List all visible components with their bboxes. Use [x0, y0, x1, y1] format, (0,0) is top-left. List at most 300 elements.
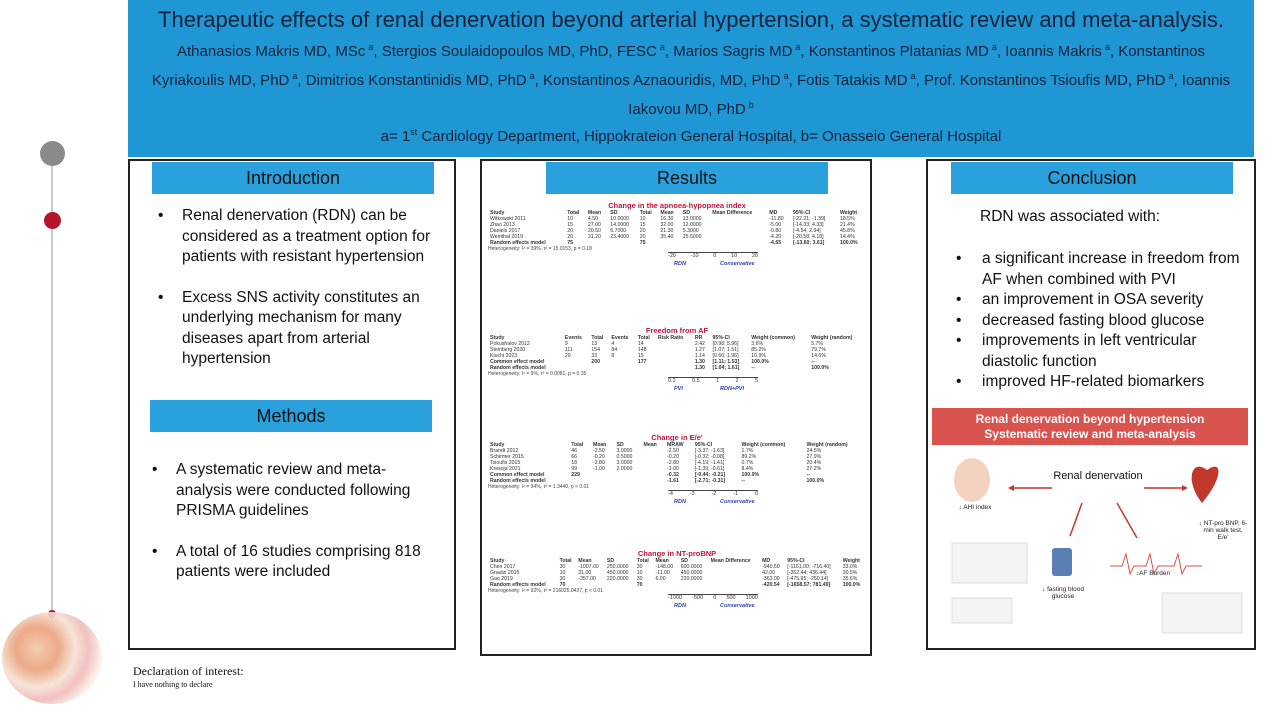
forest-plot-cell: [1.07; 1.51]: [712, 347, 739, 353]
forest-plot-cell: 200: [591, 359, 600, 365]
forest-plot-column-header: SD: [682, 210, 690, 216]
forest-plot-column-header: Events: [611, 335, 629, 341]
author-affiliation-sup: a: [991, 42, 997, 52]
forest-plot-cell: 13: [591, 341, 598, 347]
favours-left-label: RDN: [674, 603, 686, 609]
forest-plot-column-header: Risk Ratio: [657, 335, 684, 341]
forest-plot-cell: 75: [639, 240, 646, 246]
forest-plot-cell: 35.40: [660, 234, 674, 240]
forest-plot-axis-tick: 1000: [745, 595, 758, 601]
forest-plot-cell: 24.5%: [806, 448, 822, 454]
forest-plot-axis-tick: 500: [726, 595, 736, 601]
forest-plot-cell: 30: [636, 564, 643, 570]
methods-bullet-2: • A total of 16 studies comprising 818 patients were included: [146, 542, 436, 583]
arrow-head-heart: [1182, 485, 1188, 491]
forest-plot-table: [488, 558, 866, 588]
forest-plot-cell: 27.2%: [806, 466, 822, 472]
forest-plot-axis-tick: -500: [692, 595, 704, 601]
forest-plot-cell: 220.0000: [606, 576, 629, 582]
author-affiliation-sup: a: [910, 71, 916, 81]
conclusion-bullet-2: • an improvement in OSA severity: [952, 290, 1242, 311]
forest-plot-column-header: MD: [769, 210, 778, 216]
forest-plot-cell: Steinberg 2020: [490, 347, 526, 353]
forest-plot-cell: Chen 2017: [490, 564, 516, 570]
forest-plot-cell: Random effects model: [490, 365, 546, 371]
forest-plot-cell: Gnadzi 2015: [490, 570, 520, 576]
forest-plot-axis: [488, 490, 866, 508]
favours-left-label: PVI: [674, 386, 683, 392]
author-name: Konstantinos Kyriakoulis MD, PhD: [151, 43, 1206, 89]
forest-plot-axis: [488, 252, 866, 270]
forest-plot-cell: 100.0%: [842, 582, 861, 588]
forest-plot-cell: 15: [637, 353, 644, 359]
introduction-methods-panel: [128, 159, 456, 650]
forest-plot-cell: -2.80: [667, 460, 679, 466]
results-panel: [480, 159, 872, 656]
decorative-grey-dot: [40, 141, 65, 166]
forest-plot-cell: 20: [639, 234, 646, 240]
forest-plot: [488, 201, 866, 270]
conclusion-bullets: [952, 249, 1242, 393]
forest-plot-cell: 2.42: [694, 341, 705, 347]
forest-plot-cell: 16.30: [660, 216, 674, 222]
forest-plot-cell: Random effects model: [490, 582, 546, 588]
forest-plot-column-header: Mean: [643, 442, 657, 448]
forest-plot-cell: 100.0%: [806, 478, 825, 484]
forest-plot-cell: -363.00: [762, 576, 780, 582]
forest-plot-cell: [1.04; 1.61]: [712, 365, 740, 371]
author-affiliation-sup: a: [783, 71, 789, 81]
favours-right-label: RDN+PVI: [720, 386, 744, 392]
forest-plot-cell: Zhao 2013: [490, 222, 515, 228]
forest-plot-column-header: Study: [490, 335, 505, 341]
forest-plot-column-header: SD: [616, 442, 624, 448]
favours-right-label: Conservative: [720, 603, 755, 609]
arrow-to-glucose: [1070, 503, 1082, 536]
forest-plot-cell: [-0.32; -0.08]: [694, 454, 725, 460]
forest-plot-cell: 21.4%: [839, 222, 855, 228]
forest-plot-column-header: Mean: [587, 210, 602, 216]
forest-plot-cell: 84: [611, 347, 618, 353]
forest-plot-cell: Kiuchi 2023: [490, 353, 518, 359]
forest-plot-cell: 1.27: [694, 347, 705, 353]
forest-plot-cell: 30: [636, 576, 643, 582]
affiliation-text: Cardiology Department, Hippokrateion General Hospital, b= Onasseio General Hospital: [417, 128, 1002, 145]
forest-plot-axis-tick: -20: [668, 253, 676, 259]
forest-plot-cell: -2.80: [593, 460, 605, 466]
forest-plot-cell: -0.80: [769, 228, 782, 234]
author-name: Konstantinos Aznaouridis, MD, PhD: [543, 72, 781, 89]
forest-plot-cell: [-4.19; -1.41]: [694, 460, 725, 466]
intro-bullet-2: • Excess SNS activity constitutes an underlying mechanism for many diseases apart from arterial hypertension: [152, 288, 442, 370]
forest-plot-cell: -148.00: [655, 564, 674, 570]
forest-plot-column-header: Weight (random): [811, 335, 853, 341]
forest-plot-cell: [-2.71; -0.31]: [694, 478, 726, 484]
results-heading: Results: [546, 162, 828, 194]
forest-plot-cell: -1.00: [667, 466, 679, 472]
forest-plot-cell: 70: [636, 582, 643, 588]
forest-plot-cell: 100.0%: [741, 472, 760, 478]
mini-forest-plot-3: [952, 598, 1012, 623]
forest-plot-cell: 4: [611, 341, 615, 347]
forest-plot-cell: 18.5%: [839, 216, 855, 222]
forest-plot-cell: Tsioufis 2015: [490, 460, 521, 466]
forest-plot-column-header: Total: [636, 558, 649, 564]
forest-plot-cell: Random effects model: [490, 478, 546, 484]
decorative-red-dot: [44, 212, 61, 229]
forest-plot-cell: [-1658.57; 781.49]: [787, 582, 831, 588]
forest-plot-cell: 18: [571, 460, 577, 466]
forest-plot-column-header: Weight (common): [741, 442, 786, 448]
favours-left-label: RDN: [674, 261, 686, 267]
forest-plot-cell: 21.30: [660, 228, 674, 234]
forest-plot-cell: --: [741, 478, 745, 484]
forest-plot-table: [488, 442, 866, 484]
author-name: Dimitrios Konstantinidis MD, PhD: [305, 72, 527, 89]
forest-plot-axis-tick: 0: [713, 595, 717, 601]
forest-plot-axis-tick: 20: [751, 253, 758, 259]
affiliation-sup: st: [410, 127, 418, 137]
forest-plot-cell: [-22.21; -1.39]: [792, 216, 826, 222]
forest-plot-heterogeneity: Heterogeneity: I² = 39%, τ² = 15.0153, p = 0.18: [488, 246, 592, 252]
forest-plot-cell: Kresoja 2021: [490, 466, 521, 472]
forest-plot-axis-tick: -3: [689, 491, 695, 497]
forest-plot-cell: 8: [611, 353, 615, 359]
author-affiliation-sup: a: [529, 71, 535, 81]
forest-plot-column-header: Events: [564, 335, 582, 341]
forest-plot-column-header: 95%-CI: [792, 210, 811, 216]
forest-plot-cell: 33.0%: [842, 564, 858, 570]
forest-plot-column-header: Total: [571, 442, 584, 448]
forest-plot-cell: 100.0%: [811, 365, 829, 371]
forest-plot-cell: Common effect model: [490, 472, 545, 478]
forest-plot-table: [488, 210, 866, 246]
forest-plot-column-header: Mean Difference: [710, 558, 751, 564]
forest-plot-cell: -2.50: [667, 448, 679, 454]
forest-plot-column-header: MRAW: [667, 442, 684, 448]
forest-plot-cell: [0.98; 5.96]: [712, 341, 739, 347]
forest-plot-cell: 5.3000: [682, 228, 699, 234]
forest-plot-cell: 23.4000: [610, 234, 630, 240]
forest-plot-cell: 600.0000: [680, 564, 703, 570]
author-name: Konstantinos Platanias MD: [808, 43, 989, 60]
forest-plot-cell: 450.0000: [606, 570, 629, 576]
forest-plot-cell: 10.0000: [610, 216, 630, 222]
forest-plot-cell: 4.50: [587, 216, 599, 222]
methods-bullets: [146, 460, 436, 583]
author-name: Ioannis Iakovou MD, PhD: [628, 72, 1231, 118]
author-name: Prof. Konstantinos Tsioufis MD, PhD: [923, 72, 1166, 89]
forest-plot-cell: Common effect model: [490, 359, 545, 365]
forest-plot-column-header: Weight (common): [751, 335, 795, 341]
forest-plot-cell: 30.5%: [842, 570, 858, 576]
forest-plot-axis-tick: 1: [716, 378, 720, 384]
arrow-to-af: [1117, 503, 1137, 538]
forest-plot-cell: 15: [639, 222, 646, 228]
forest-plot-cell: 12.0000: [682, 222, 702, 228]
forest-plot-column-header: Total: [559, 558, 572, 564]
forest-plot-cell: [-352.44; 436.44]: [787, 570, 827, 576]
forest-plot: [488, 549, 866, 612]
forest-plot-column-header: Mean Difference: [712, 210, 753, 216]
forest-plot-axis-tick: 0: [713, 253, 717, 259]
forest-plot-cell: Weinthal 2019: [490, 234, 524, 240]
author-list: Athanasios Makris MD, MSc $^a$, Stergios Soulaidopoulos MD, PhD, FESC $^a$, Marios Sagris MD $^a$, Konstantinos Platanias MD $^a$, Ioannis Makris $^a$, Konstantinos Kyriakoulis MD, PhD $^a$, Dimitrios Konstantinidis MD, PhD $^a$, Konstantinos Aznaouridis, MD, PhD $^a$, Fotis Tatakis MD $^a$, Prof. Konstantinos Tsioufis MD, PhD $^a$, Ioannis Iakovou MD, PhD $^b$: [151, 42, 1231, 118]
forest-plot-heterogeneity: Heterogeneity: I² = 92%, τ² = 216025.0437, p < 0.01: [488, 588, 603, 594]
favours-right-label: Conservative: [720, 261, 755, 267]
forest-plot-column-header: 95%-CI: [694, 442, 713, 448]
forest-plot-cell: Brandt 2012: [490, 448, 519, 454]
forest-plot-cell: 1.14: [694, 353, 705, 359]
author-affiliation-sup: a: [1104, 42, 1110, 52]
methods-heading: Methods: [150, 400, 432, 432]
forest-plot-cell: 6.00: [655, 576, 666, 582]
author-affiliation-sup: a: [292, 71, 298, 81]
declaration-text: I have nothing to declare: [133, 680, 213, 689]
forest-plot-cell: 14.6%: [811, 353, 826, 359]
forest-plot-cell: [-13.60; 3.61]: [792, 240, 825, 246]
forest-plot-axis-tick: 0.2: [668, 378, 676, 384]
forest-plot-cell: 27.00: [587, 222, 601, 228]
forest-plot-column-header: Mean: [655, 558, 669, 564]
forest-plot-column-header: SD: [680, 558, 688, 564]
forest-plot-column-header: 95%-CI: [787, 558, 805, 564]
forest-plot-axis-tick: 5: [754, 378, 758, 384]
forest-plot-cell: 220.0000: [680, 576, 703, 582]
graphical-abstract: [932, 408, 1248, 640]
forest-plot-cell: 8.4%: [741, 466, 754, 472]
forest-plot-cell: 450.0000: [680, 570, 703, 576]
forest-plot-cell: -0.20: [667, 454, 679, 460]
forest-plot: [488, 433, 866, 508]
author-name: Fotis Tatakis MD: [796, 72, 908, 89]
forest-plot-axis: [488, 594, 866, 612]
author-affiliation-sup: a: [368, 42, 374, 52]
author-name: Ioannis Makris: [1005, 43, 1102, 60]
forest-plot-cell: 31.00: [578, 570, 592, 576]
poster-header: [128, 0, 1254, 157]
favours-right-label: Conservative: [720, 499, 755, 505]
forest-plot-cell: [-1161.00; -716.40]: [787, 564, 831, 570]
arrow-head-ahi: [1008, 485, 1014, 491]
forest-plot-cell: 79.7%: [811, 347, 826, 353]
forest-plot-cell: 2.0000: [616, 466, 633, 472]
forest-plot-cell: 14: [637, 341, 644, 347]
forest-plot-cell: 85.2%: [751, 347, 766, 353]
forest-plot-cell: 25.5000: [682, 234, 702, 240]
forest-plot-cell: 14.4%: [839, 234, 855, 240]
forest-plot-cell: 70: [559, 582, 566, 588]
ahi-label: ↓ AHI index: [958, 504, 992, 511]
forest-plot: [488, 326, 866, 395]
af-burden-label: ↓AF Burden: [1135, 570, 1171, 577]
forest-plot-title: Change in the apnoea-hypopnea index: [608, 201, 746, 210]
forest-plot-cell: Random effects model: [490, 240, 546, 246]
poster-title: Therapeutic effects of renal denervation beyond arterial hypertension, a systematic review and meta-analysis.: [158, 7, 1224, 32]
forest-plot-cell: [-0.44; -0.21]: [694, 472, 726, 478]
author-name: Stergios Soulaidopoulos MD, PhD, FESC: [381, 43, 657, 60]
affiliation-line: [128, 122, 1254, 147]
forest-plot-title: Change in E/e': [651, 433, 703, 442]
author-affiliation-sup: a: [659, 42, 665, 52]
forest-plot-cell: 10: [559, 570, 566, 576]
forest-plot-cell: 100.0%: [751, 359, 769, 365]
forest-plot-cell: 75: [567, 240, 573, 246]
forest-plot-cell: Schirmer 2015: [490, 454, 524, 460]
glucose-label: ↓ fasting blood glucose: [1042, 586, 1084, 600]
forest-plot-cell: [-1.39; -0.61]: [694, 466, 725, 472]
forest-plot-cell: 20: [639, 228, 646, 234]
forest-plot-cell: 27.9%: [806, 454, 822, 460]
forest-plot-column-header: Weight (random): [806, 442, 848, 448]
forest-plot-cell: 20: [567, 228, 573, 234]
forest-plot-cell: 10: [636, 570, 643, 576]
conclusion-bullet-5: • improved HF-related biomarkers: [952, 372, 1242, 393]
forest-plot-column-header: Mean: [660, 210, 674, 216]
forest-plot-cell: -357.00: [578, 576, 596, 582]
forest-plot-title: Change in NT-proBNP: [637, 549, 717, 558]
introduction-bullets: [152, 206, 442, 370]
ntprobnp-label: ↓ NT-pro BNP, 6-min walk test, E/e': [1198, 520, 1248, 541]
forest-plot-axis-tick: 10: [731, 253, 738, 259]
forest-plot-heterogeneity: Heterogeneity: I² = 9%, τ² = 0.0081, p = 0.35: [488, 371, 587, 377]
forest-plot-axis-tick: -2: [711, 491, 717, 497]
forest-plot-column-header: RR: [694, 335, 703, 341]
forest-plot-axis-tick: 0.5: [692, 378, 700, 384]
forest-plot-cell: Pokushalov 2012: [490, 341, 530, 347]
conclusion-bullet-4: • improvements in left ventricular diastolic function: [952, 331, 1242, 372]
forest-plot-column-header: Study: [490, 558, 505, 564]
forest-plot-column-header: Total: [639, 210, 652, 216]
forest-plot-title: Freedom from AF: [645, 326, 709, 335]
forest-plot-cell: -4.65: [769, 240, 782, 246]
forest-plot-cell: -420.54: [762, 582, 780, 588]
forest-plot-cell: --: [751, 365, 755, 371]
forest-plot-column-header: Study: [490, 210, 505, 216]
forest-plot-cell: [-20.58; 4.18]: [792, 234, 824, 240]
forest-plot-cell: 1.30: [694, 359, 705, 365]
head-illustration: [954, 458, 990, 502]
forest-plot-column-header: 95%-CI: [712, 335, 730, 341]
forest-plot-cell: Daniels 2017: [490, 228, 521, 234]
forest-plot-cell: 20: [567, 234, 573, 240]
forest-plot-cell: -0.32: [667, 472, 679, 478]
forest-plot-column-header: MD: [762, 558, 771, 564]
forest-plot-cell: [-4.54; 2.94]: [792, 228, 821, 234]
forest-plot-axis: [488, 377, 866, 395]
forest-plot-cell: -940.50: [762, 564, 780, 570]
intro-bullet-1: • Renal denervation (RDN) can be considered as a treatment option for patients with resistant hypertension: [152, 206, 442, 268]
conclusion-bullet-1: • a significant increase in freedom from AF when combined with PVI: [952, 249, 1242, 290]
forest-plot-cell: 13.0000: [682, 216, 702, 222]
affiliation-prefix: a= 1: [380, 128, 411, 145]
forest-plot-cell: 100.0%: [839, 240, 858, 246]
forest-plot-cell: 10.9%: [751, 353, 766, 359]
forest-plot-cell: 89.2%: [741, 454, 757, 460]
forest-plot-cell: 9: [564, 341, 568, 347]
forest-plot-cell: 3.6%: [751, 341, 764, 347]
forest-plot-cell: [0.66; 1.96]: [712, 353, 739, 359]
forest-plot-heterogeneity: Heterogeneity: I² = 94%, τ² = 1.3440, p < 0.01: [488, 484, 590, 490]
forest-plot-cell: 3.0000: [616, 448, 633, 454]
abstract-title-line2: Systematic review and meta-analysis: [984, 427, 1196, 441]
forest-plot-cell: 229: [571, 472, 580, 478]
forest-plot-cell: -1.00: [593, 466, 605, 472]
forest-plot-cell: 111: [564, 347, 573, 353]
heart-illustration: [1192, 467, 1219, 503]
conclusion-bullet-3: • decreased fasting blood glucose: [952, 311, 1242, 332]
forest-plot-cell: -11.00: [655, 570, 670, 576]
forest-plot-cell: Gao 2019: [490, 576, 513, 582]
forest-plot-cell: [1.11; 1.53]: [712, 359, 740, 365]
forest-plot-column-header: Total: [567, 210, 580, 216]
forest-plot-cell: 3.0000: [616, 460, 633, 466]
forest-plot-cell: 42.00: [762, 570, 776, 576]
forest-plot-cell: Witkowski 2011: [490, 216, 526, 222]
favours-left-label: RDN: [674, 499, 686, 505]
forest-plot-cell: -1007.00: [578, 564, 599, 570]
decorative-watercolor-blob: [2, 612, 102, 704]
forest-plot-cell: 1.30: [694, 365, 705, 371]
author-affiliation-sup: a: [1168, 71, 1174, 81]
forest-plot-cell: 250.0000: [606, 564, 629, 570]
forest-plot-cell: 0.5000: [616, 454, 633, 460]
abstract-title-line1: Renal denervation beyond hypertension: [975, 412, 1205, 426]
conclusion-heading: Conclusion: [951, 162, 1233, 194]
author-affiliation-sup: b: [748, 100, 754, 110]
forest-plot-cell: 10: [639, 216, 646, 222]
forest-plot-cell: 6.7000: [610, 228, 627, 234]
forest-plot-column-header: Weight: [839, 210, 858, 216]
forest-plot-cell: 15: [567, 222, 573, 228]
forest-plot-cell: -4.20: [769, 234, 782, 240]
forest-plot-cell: 14.0000: [610, 222, 630, 228]
forest-plot-cell: 177: [637, 359, 647, 365]
forest-plot-cell: 20.50: [587, 228, 601, 234]
conclusion-lead: RDN was associated with:: [980, 208, 1161, 225]
forest-plot-cell: 30: [559, 576, 566, 582]
forest-plot-cell: 10: [567, 216, 573, 222]
forest-plot-cell: 32.00: [660, 222, 674, 228]
forest-plot-cell: --: [811, 359, 815, 365]
forest-plot-column-header: SD: [606, 558, 615, 564]
forest-plot-cell: 46: [571, 448, 577, 454]
abstract-center-label: Renal denervation: [1053, 470, 1143, 482]
forest-plot-cell: [-475.95; -250.14]: [787, 576, 829, 582]
mini-forest-plot-2: [1162, 593, 1242, 633]
forest-plot-cell: 31.20: [587, 234, 601, 240]
forest-plot-axis-tick: 0: [754, 491, 758, 497]
forest-plot-cell: 20: [564, 353, 571, 359]
mini-forest-plot-1: [952, 543, 1027, 583]
forest-plot-cell: 99: [571, 466, 577, 472]
forest-plot-axis-tick: -1: [733, 491, 739, 497]
forest-plot-table: [488, 335, 866, 371]
forest-plot-cell: 154: [591, 347, 600, 353]
forest-plot-column-header: Mean: [578, 558, 592, 564]
forest-plot-cell: -11.80: [769, 216, 784, 222]
forest-plot-cell: 5.7%: [811, 341, 824, 347]
forest-plot-cell: 148: [637, 347, 647, 353]
forest-plot-column-header: Weight: [842, 558, 860, 564]
forest-plot-column-header: Mean: [593, 442, 607, 448]
methods-bullet-1: • A systematic review and meta-analysis were conducted following PRISMA guidelines: [146, 460, 436, 522]
forest-plot-cell: 1.7%: [741, 448, 754, 454]
introduction-heading: Introduction: [152, 162, 434, 194]
forest-plot-cell: 66: [571, 454, 577, 460]
forest-plot-cell: --: [806, 472, 810, 478]
forest-plot-cell: 35.6%: [842, 576, 858, 582]
